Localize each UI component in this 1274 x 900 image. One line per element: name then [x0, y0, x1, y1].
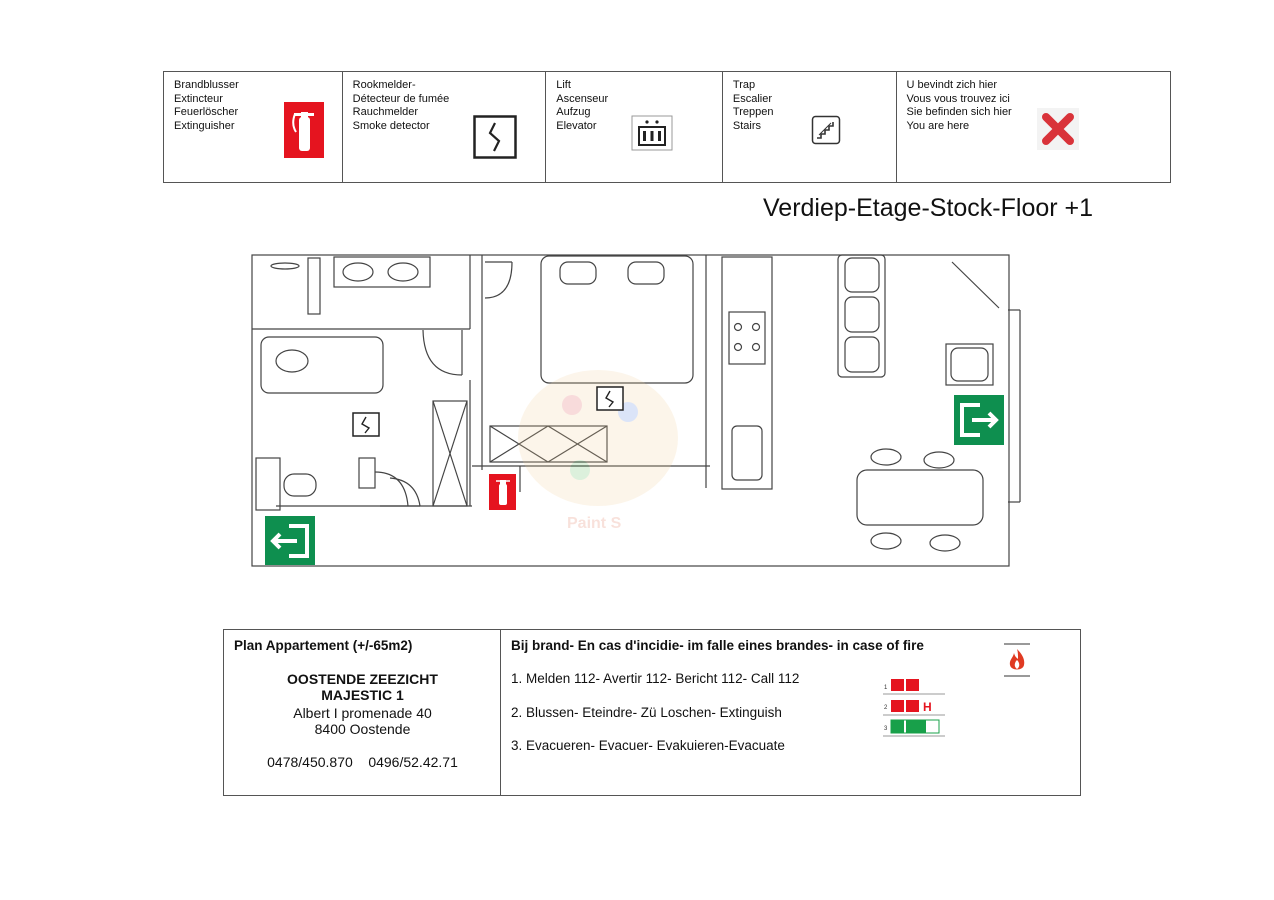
legend-text: Trap: [732, 79, 756, 91]
legend-text: Elevator: [556, 119, 597, 132]
step-call: 1. Melden 112- Avertir 112- Bericht 112- Call 112: [511, 671, 800, 686]
phone-numbers: 0478/450.870 0496/52.42.71: [267, 754, 458, 770]
smoke-detector-icon: [597, 387, 623, 410]
apartment-info: [224, 630, 501, 795]
legend-text: Aufzug: [556, 106, 591, 118]
fire-instructions-title: Bij brand- En cas d'incidie- im falle eines brandes- in case of fire: [511, 638, 924, 653]
apartment-name-2: MAJESTIC 1: [321, 687, 404, 703]
legend-text: Stairs: [732, 119, 762, 132]
legend-text: Feuerlöscher: [174, 106, 239, 118]
fire-extinguisher-icon: [489, 474, 516, 510]
legend-text: Extincteur: [174, 92, 223, 105]
legend-text: Ascenseur: [556, 92, 609, 105]
legend-text: Treppen: [732, 106, 774, 118]
svg-text:1: 1: [884, 685, 888, 691]
svg-text:2: 2: [884, 705, 888, 711]
legend-text: U bevindt zich hier: [906, 79, 998, 91]
legend-text: Vous vous trouvez ici: [906, 92, 1010, 105]
legend-text: You are here: [906, 119, 970, 132]
legend-text: Extinguisher: [174, 119, 235, 132]
plan-title: Plan Appartement (+/-65m2): [234, 638, 413, 653]
emergency-steps-icon: [883, 676, 945, 738]
step-extinguish: 2. Blussen- Eteindre- Zü Loschen- Extinguish: [511, 705, 782, 720]
svg-text:3: 3: [884, 726, 888, 732]
legend-text: Brandblusser: [174, 79, 239, 91]
fire-icon: [1003, 642, 1031, 678]
legend-text: Rookmelder-: [352, 79, 416, 91]
legend-text: Détecteur de fumée: [352, 92, 450, 105]
svg-text:H: H: [923, 700, 932, 714]
fire-instructions: [501, 630, 1080, 795]
smoke-detector-icon: [353, 413, 379, 436]
watermark-text: Paint S: [567, 515, 622, 532]
city-address: 8400 Oostende: [314, 721, 411, 737]
apartment-name: OOSTENDE ZEEZICHT: [287, 671, 438, 687]
emergency-exit-icon: [265, 516, 315, 565]
info-table: [223, 629, 1081, 796]
legend-text: Sie befinden sich hier: [906, 106, 1012, 118]
floor-title: Verdiep-Etage-Stock-Floor +1: [763, 194, 1094, 222]
emergency-exit-icon: [954, 395, 1004, 445]
step-evacuate: 3. Evacueren- Evacuer- Evakuieren-Evacuate: [511, 738, 785, 753]
legend-text: Smoke detector: [352, 119, 430, 132]
street-address: Albert I promenade 40: [293, 705, 432, 721]
legend-text: Lift: [556, 79, 571, 91]
legend-text: Rauchmelder: [352, 106, 419, 118]
legend-text: Escalier: [732, 92, 773, 105]
